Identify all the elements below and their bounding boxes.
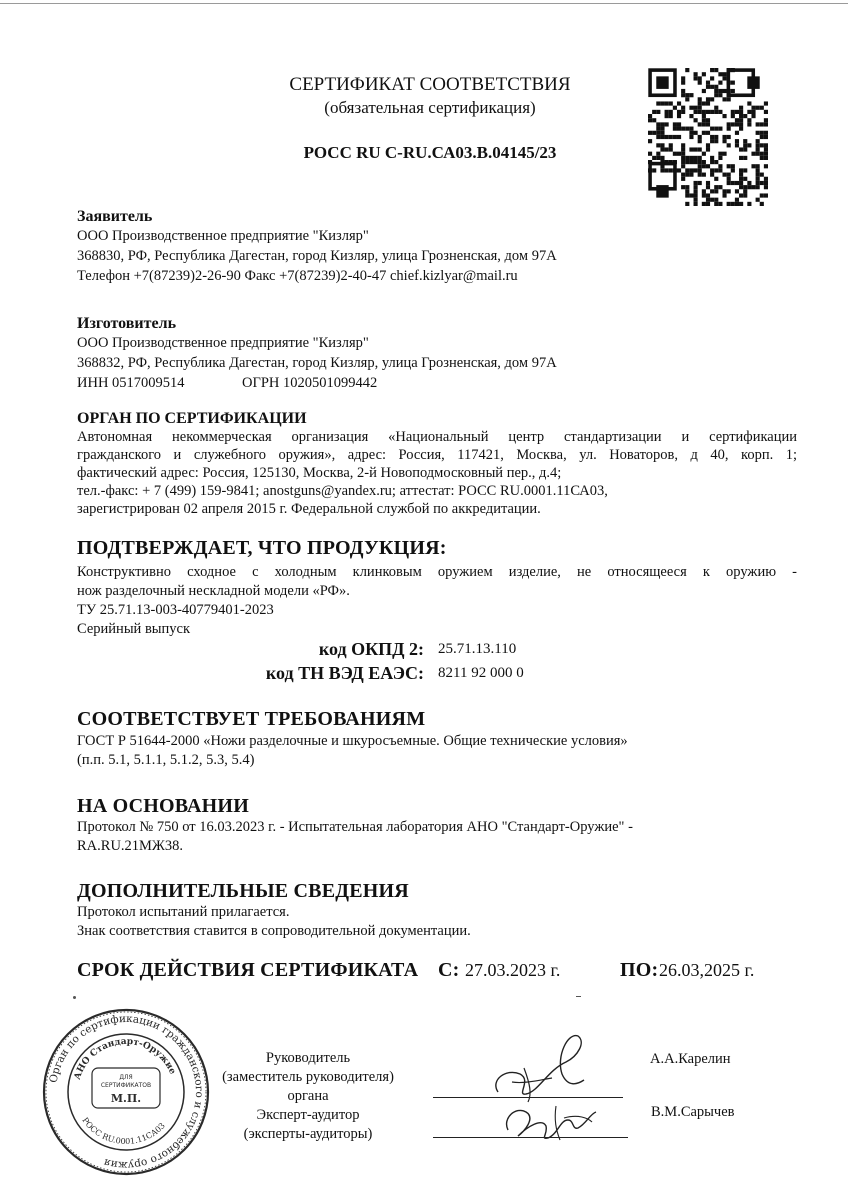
applicant-line: 368830, РФ, Республика Дагестан, город Кизляр, улица Грозненская, дом 97А — [77, 248, 557, 264]
product-line: Серийный выпуск — [77, 621, 191, 637]
seal-center-logo: М.П. — [110, 1092, 142, 1105]
validity-from-label: С: — [438, 959, 460, 981]
scan-speck — [576, 996, 581, 997]
expert-signature-stroke — [555, 1106, 592, 1140]
product-line: ТУ 25.71.13-003-40779401-2023 — [77, 602, 274, 618]
basis-heading: НА ОСНОВАНИИ — [77, 795, 249, 817]
cert-body-line: гражданского и служебного оружия», адрес: Россия, 117421, Москва, ул. Новаторов, д 40, корп. 1; — [77, 447, 797, 463]
validity-label: СРОК ДЕЙСТВИЯ СЕРТИФИКАТА — [77, 959, 419, 981]
additional-line: Протокол испытаний прилагается. — [77, 904, 290, 920]
manufacturer-ogrn: ОГРН 1020501099442 — [242, 375, 378, 391]
scan-edge-line — [0, 3, 848, 4]
seal-center-top: ДЛЯ — [119, 1074, 133, 1081]
seal-ring-text: Орган по сертификации гражданского и служебного оружия — [47, 1012, 206, 1172]
requirements-line: (п.п. 5.1, 5.1.1, 5.1.2, 5.3, 5.4) — [77, 752, 255, 768]
product-heading: ПОДТВЕРЖДАЕТ, ЧТО ПРОДУКЦИЯ: — [77, 537, 447, 559]
requirements-heading: СООТВЕТСТВУЕТ ТРЕБОВАНИЯМ — [77, 708, 426, 730]
certificate-title: СЕРТИФИКАТ СООТВЕТСТВИЯ — [289, 74, 571, 95]
product-line: Конструктивно сходное с холодным клинковым оружием изделие, не относящееся к оружию - — [77, 564, 797, 580]
tnved-value: 8211 92 000 0 — [438, 665, 524, 681]
seal-inner-text: АНО Стандарт-Оружие — [72, 1036, 178, 1082]
okpd-label: код ОКПД 2: — [318, 639, 424, 659]
product-line: нож разделочный нескладной модели «РФ». — [77, 583, 350, 599]
tnved-label: код ТН ВЭД ЕАЭС: — [265, 663, 424, 683]
signature-role: (эксперты-аудиторы) — [243, 1126, 373, 1142]
expert-name: В.М.Сарычев — [651, 1104, 735, 1120]
validity-to-label: ПО: — [620, 959, 659, 981]
cert-body-line: фактический адрес: Россия, 125130, Москва, 2-й Новоподмосковный пер., д.4; — [77, 465, 562, 481]
handwritten-signatures — [428, 1022, 628, 1152]
applicant-heading: Заявитель — [77, 208, 153, 225]
manufacturer-line: 368832, РФ, Республика Дагестан, город Кизляр, улица Грозненская, дом 97А — [77, 355, 557, 371]
cert-body-heading: ОРГАН ПО СЕРТИФИКАЦИИ — [77, 410, 307, 427]
cert-body-line: тел.-факс: + 7 (499) 159-9841; anostguns@yandex.ru; аттестат: РОСС RU.0001.11СА03, — [77, 483, 608, 499]
additional-heading: ДОПОЛНИТЕЛЬНЫЕ СВЕДЕНИЯ — [77, 880, 409, 902]
signature-role: органа — [287, 1088, 329, 1104]
validity-to-date: 26.03,2025 г. — [659, 960, 755, 980]
certificate-number: РОСС RU С-RU.СА03.В.04145/23 — [303, 143, 557, 162]
basis-line: Протокол № 750 от 16.03.2023 г. - Испытательная лаборатория АНО "Стандарт-Оружие" - — [77, 819, 633, 835]
seal-center-mid: СЕРТИФИКАТОВ — [100, 1082, 152, 1089]
head-signature-stroke — [496, 1036, 584, 1095]
manufacturer-inn: ИНН 0517009514 — [77, 375, 185, 391]
requirements-line: ГОСТ Р 51644-2000 «Ножи разделочные и шкуросъемные. Общие технические условия» — [77, 733, 628, 749]
scan-speck — [73, 996, 76, 999]
okpd-value: 25.71.13.110 — [438, 641, 517, 657]
applicant-line: ООО Производственное предприятие "Кизляр" — [77, 228, 369, 244]
manufacturer-heading: Изготовитель — [77, 315, 177, 332]
cert-body-line: зарегистрирован 02 апреля 2015 г. Федеральной службой по аккредитации. — [77, 501, 541, 517]
signature-role: Руководитель — [265, 1050, 351, 1066]
signature-role: (заместитель руководителя) — [222, 1069, 394, 1085]
applicant-line: Телефон +7(87239)2-26-90 Факс +7(87239)2-40-47 chief.kizlyar@mail.ru — [77, 268, 518, 284]
qr-code-icon — [648, 68, 768, 206]
validity-from-date: 27.03.2023 г. — [465, 960, 561, 980]
expert-signature-stroke — [507, 1110, 596, 1138]
additional-line: Знак соответствия ставится в сопроводительной документации. — [77, 923, 471, 939]
signature-role: Эксперт-аудитор — [256, 1107, 360, 1123]
head-name: А.А.Карелин — [650, 1051, 731, 1067]
seal-bottom-text: РОСС RU.0001.11СА03 — [80, 1115, 167, 1147]
organization-seal-icon — [40, 1006, 212, 1178]
manufacturer-line: ООО Производственное предприятие "Кизляр" — [77, 335, 369, 351]
certificate-subtitle: (обязательная сертификация) — [324, 98, 536, 117]
basis-line: RA.RU.21МЖ38. — [77, 838, 184, 854]
cert-body-line: Автономная некоммерческая организация «Национальный центр стандартизации и сертификации — [77, 429, 797, 445]
